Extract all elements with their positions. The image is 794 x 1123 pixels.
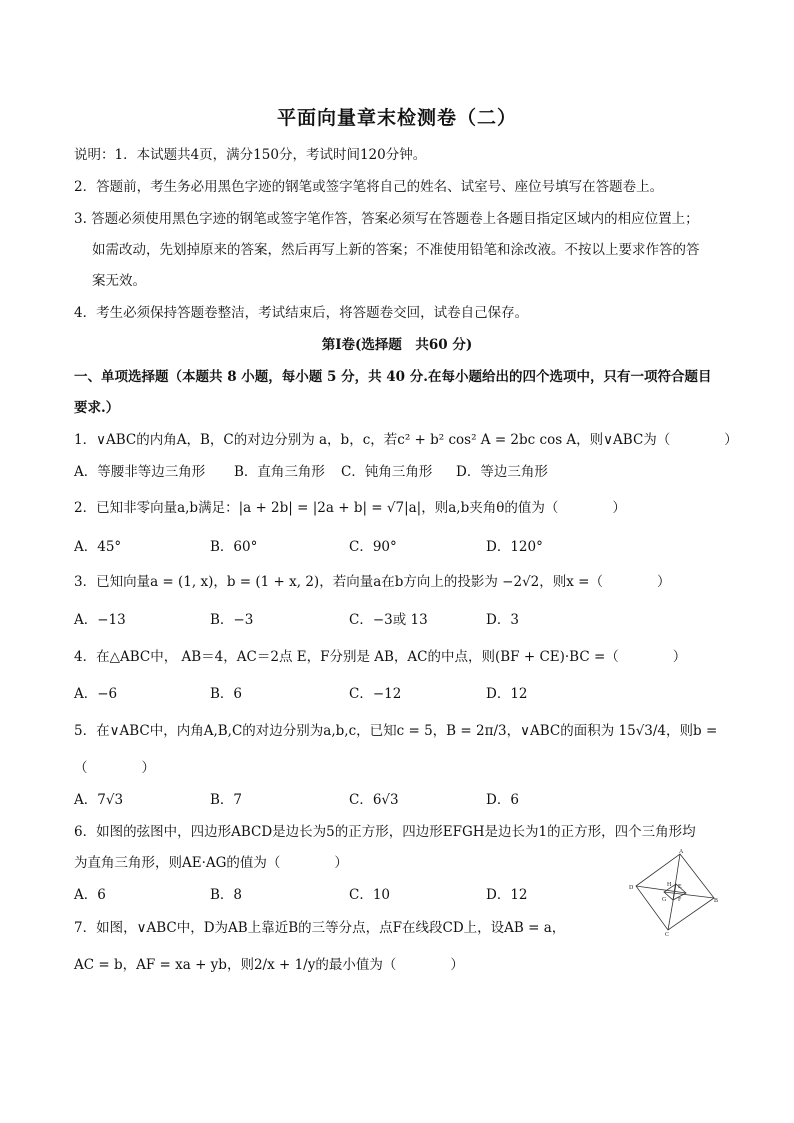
question-6-option-a: A．6 (74, 887, 106, 903)
question-2-option-a: A．45° (74, 539, 122, 555)
question-5-option-d: D．6 (486, 792, 519, 808)
question-5-option-a: A．7√3 (74, 792, 124, 808)
question-1-option-b: B．直角三角形 (234, 464, 325, 480)
instruction-3-cont: 如需改动，先划掉原来的答案，然后再写上新的答案；不准使用铅笔和涂改液。不按以上要求作答的答 (92, 242, 700, 258)
question-5-option-c: C．6√3 (349, 792, 399, 808)
instruction-4: 4．考生必须保持答题卷整洁，考试结束后，将答题卷交回，试卷自己保存。 (74, 305, 529, 321)
question-1-option-a: A．等腰非等边三角形 (74, 464, 206, 480)
question-3-option-a: A．−13 (74, 612, 126, 628)
question-1-option-d: D．等边三角形 (456, 464, 548, 480)
question-3-option-d: D．3 (486, 612, 519, 628)
label-e: E (678, 884, 682, 890)
instruction-3-cont2: 案无效。 (92, 273, 146, 289)
section-title: 第Ⅰ卷(选择题 共60 分) (321, 337, 473, 353)
part-heading: 一、单项选择题（本题共 8 小题，每小题 5 分，共 40 分.在每小题给出的四个选项中，只有一项符合题目 (74, 369, 712, 385)
label-h: H (667, 882, 672, 888)
label-g: G (662, 897, 667, 903)
question-6-option-c: C．10 (349, 887, 391, 903)
page-title: 平面向量章末检测卷（二） (276, 107, 517, 129)
question-5-option-b: B．7 (210, 792, 243, 808)
question-6-stem: 6．如图的弦图中，四边形ABCD是边长为5的正方形，四边形EFGH是边长为1的正方形，四个三角形均 (74, 824, 696, 840)
question-2-stem: 2．已知非零向量a,b满足：|a + 2b| = |2a + b| = √7|a|，则a,b夹角θ的值为（ ） (74, 500, 626, 516)
question-4-stem: 4．在△ABC中， AB＝4，AC＝2点 E，F分别是 AB，AC的中点，则(BF + CE)·BC =（ ） (74, 649, 687, 665)
question-6-option-d: D．12 (486, 887, 528, 903)
question-1-stem: 1．∨ABC的内角A，B，C的对边分别为 a，b，c，若c² + b² cos² A = 2bc cos A，则∨ABC为（ ） (74, 432, 738, 448)
question-3-stem: 3．已知向量a = (1, x)，b = (1 + x, 2)，若向量a在b方向上的投影为 −2√2，则x =（ ） (74, 574, 671, 590)
question-6-option-b: B．8 (210, 887, 243, 903)
part-heading-cont: 要求.） (74, 400, 120, 416)
question-4-option-d: D．12 (486, 686, 528, 702)
label-d: D (629, 885, 634, 891)
segment-bh (664, 892, 714, 898)
label-f: F (678, 897, 682, 903)
label-c: C (665, 932, 670, 936)
question-2-option-c: C．90° (349, 539, 397, 555)
label-b: B (714, 898, 719, 904)
instruction-2: 2．答题前，考生务必用黑色字迹的钢笔或签字笔将自己的姓名、试室号、座位号填写在答题卷上。 (74, 179, 664, 195)
question-3-option-b: B．−3 (210, 612, 254, 628)
question-1-option-c: C．钝角三角形 (341, 464, 433, 480)
question-4-option-a: A．−6 (74, 686, 118, 702)
question-6-stem-cont: 为直角三角形，则AE·AG的值为（ ） (74, 855, 348, 871)
question-2-option-b: B．60° (210, 539, 258, 555)
pinwheel-figure (628, 848, 720, 936)
instruction-1: 说明：1．本试题共4页，满分150分，考试时间120分钟。 (74, 147, 427, 163)
question-7-stem: 7．如图，∨ABC中，D为AB上靠近B的三等分点，点F在线段CD上，设AB = a， (74, 920, 566, 936)
label-a: A (679, 849, 684, 855)
question-2-option-d: D．120° (486, 539, 543, 555)
question-4-option-c: C．−12 (349, 686, 402, 702)
question-5-stem-cont: （ ） (74, 760, 155, 776)
question-5-stem: 5．在∨ABC中，内角A,B,C的对边分别为a,b,c，已知c = 5，B = 2π/3，∨ABC的面积为 15√3/4，则b = (74, 723, 718, 739)
instruction-3: 3. 答题必须使用黑色字迹的钢笔或签字笔作答，答案必须写在答题卷上各题目指定区域内的相应位置上； (74, 211, 699, 227)
question-3-option-c: C．−3或 13 (349, 612, 428, 628)
question-4-option-b: B．6 (210, 686, 243, 702)
question-7-stem-cont: AC = b，AF = xa + yb，则2/x + 1/y的最小值为（ ） (74, 957, 464, 973)
